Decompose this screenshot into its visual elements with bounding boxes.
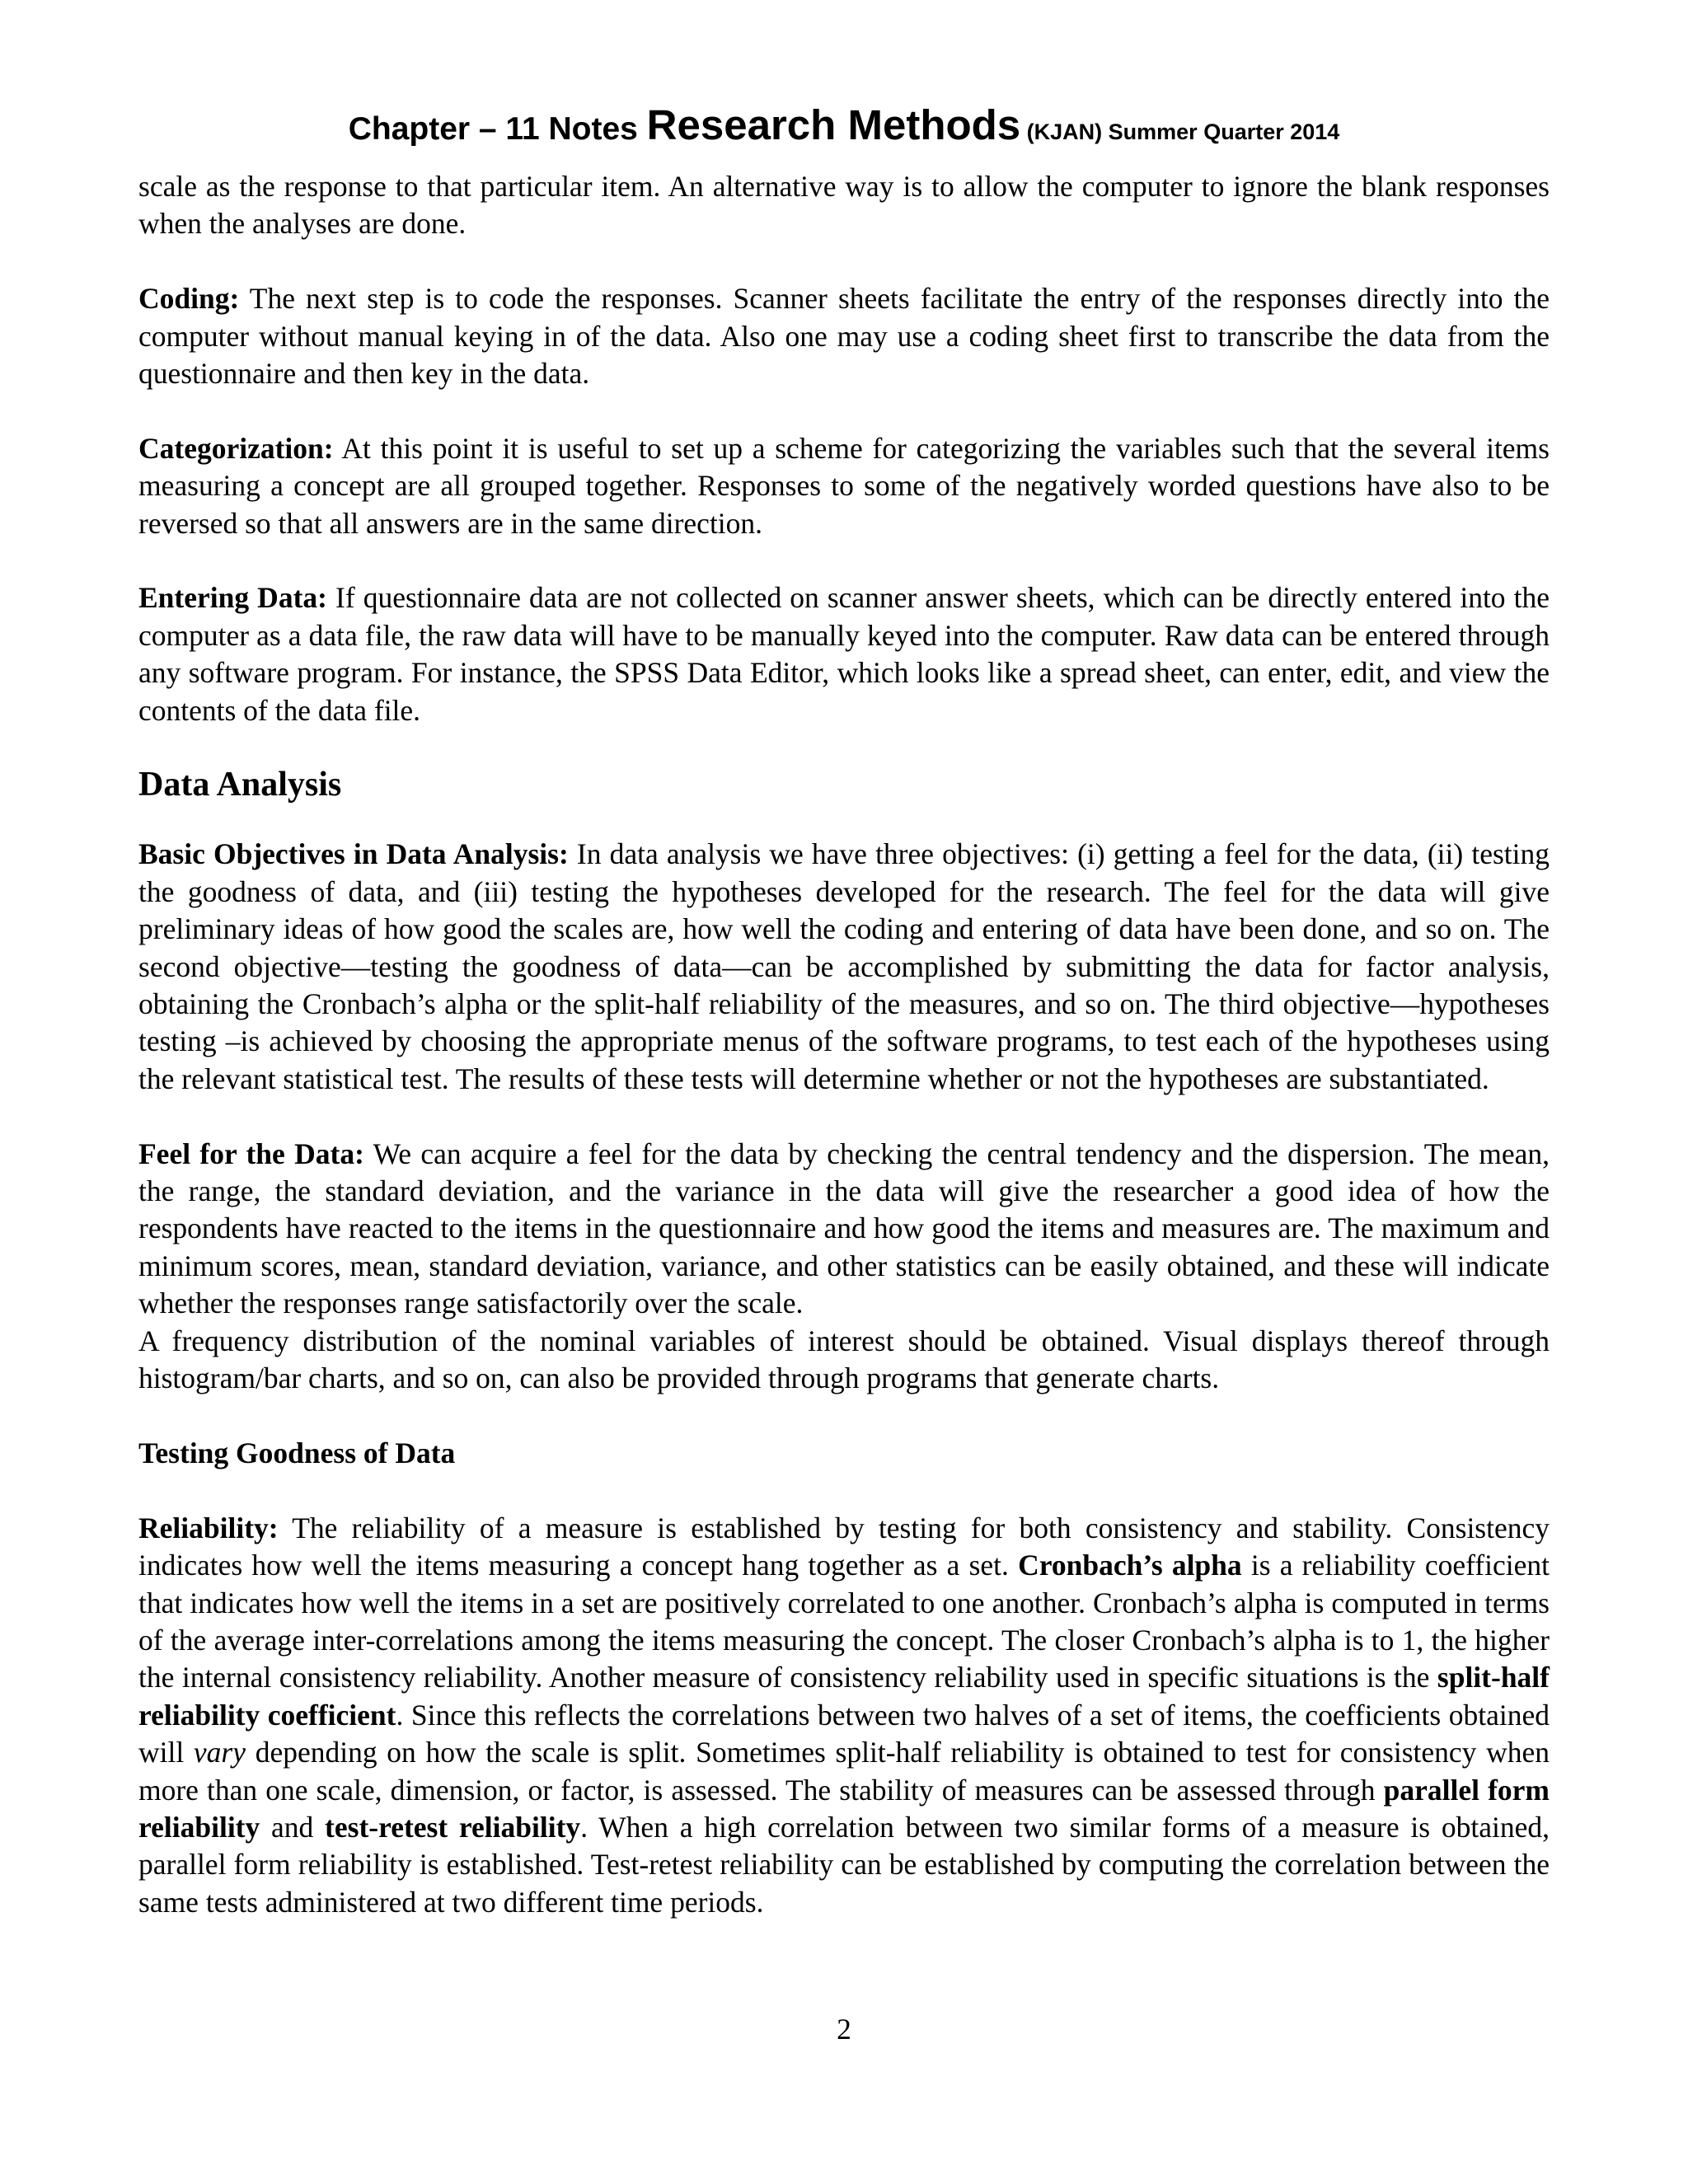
- reliability-text-4: depending on how the scale is split. Sometimes split-half reliability is obtained to test for consistency when more than one scale, dimension, or factor, is assessed. The stability of measures can be assessed through: [138, 1736, 1550, 1807]
- reliability-text-5: and: [260, 1810, 326, 1844]
- reliability-text-6: . When a high correlation between two similar forms of a measure is obtained, parallel form reliability is established. Test-retest reliability can be established by computing the correlation between the same tests administered at two different time periods.: [138, 1810, 1550, 1919]
- basic-objectives-label: Basic Objectives in Data Analysis:: [138, 837, 569, 871]
- vary-emphasis: vary: [193, 1736, 246, 1769]
- cronbachs-alpha-term: Cronbach’s alpha: [1018, 1549, 1242, 1582]
- header-quarter: (KJAN) Summer Quarter 2014: [1020, 120, 1340, 144]
- coding-text: The next step is to code the responses. Scanner sheets facilitate the entry of the responses directly into the computer without manual keying in of the data. Also one may use a coding sheet first to transcribe the data from the questionnaire and then key in the data.: [138, 282, 1550, 391]
- reliability-paragraph: [138, 1510, 1550, 1921]
- basic-objectives-text: In data analysis we have three objectives: (i) getting a feel for the data, (ii) testing the goodness of data, and (iii) testing the hypotheses developed for the research. The feel for the data will give preliminary ideas of how good the scales are, how well the coding and entering of data have been done, and so on. The second objective—testing the goodness of data—can be accomplished by submitting the data for factor analysis, obtaining the Cronbach’s alpha or the split-half reliability of the measures, and so on. The third objective—hypotheses testing –is achieved by choosing the appropriate menus of the software programs, to test each of the hypotheses using the relevant statistical test. The results of these tests will determine whether or not the hypotheses are substantiated.: [138, 837, 1550, 1095]
- reliability-text-1: The reliability of a measure is established by testing for both consistency and stability. Consistency indicates how well the items measuring a concept hang together as a set.: [138, 1511, 1550, 1582]
- coding-label: Coding:: [138, 282, 240, 316]
- frequency-distribution-paragraph: [138, 1323, 1550, 1398]
- intro-paragraph: [138, 168, 1550, 243]
- test-retest-term: test-retest reliability: [325, 1810, 581, 1844]
- reliability-label: Reliability:: [138, 1511, 279, 1544]
- reliability-text-2: is a reliability coefficient that indicates how well the items in a set are positively correlated to one another. Cronbach’s alpha is computed in terms of the average inter-correlations among the items measuring the concept. The closer Cronbach’s alpha is to 1, the higher the internal consistency reliability. Another measure of consistency reliability used in specific situations is the: [138, 1549, 1550, 1694]
- entering-data-text: If questionnaire data are not collected on scanner answer sheets, which can be directly entered into the computer as a data file, the raw data will have to be manually keyed into the computer. Raw data can be entered through any software program. For instance, the SPSS Data Editor, which looks like a spread sheet, can enter, edit, and view the contents of the data file.: [138, 581, 1550, 727]
- page-body: [138, 168, 1550, 1959]
- categorization-text: At this point it is useful to set up a scheme for categorizing the variables such that the several items measuring a concept are all grouped together. Responses to some of the negatively worded questions have also to be reversed so that all answers are in the same direction.: [138, 431, 1550, 540]
- intro-text: scale as the response to that particular item. An alternative way is to allow the computer to ignore the blank responses when the analyses are done.: [138, 170, 1550, 241]
- parallel-form-term: parallel form reliability: [138, 1773, 1550, 1844]
- page-number: 2: [837, 2013, 851, 2046]
- categorization-paragraph: [138, 430, 1550, 542]
- header-course-title: Research Methods: [646, 101, 1021, 148]
- data-analysis-heading: Data Analysis: [138, 766, 342, 804]
- feel-for-data-label: Feel for the Data:: [138, 1137, 364, 1170]
- feel-for-data-text: We can acquire a feel for the data by checking the central tendency and the dispersion. The mean, the range, the standard deviation, and the variance in the data will give the researcher a good idea of how the respondents have reacted to the items in the questionnaire and how good the items and measures are. The maximum and minimum scores, mean, standard deviation, variance, and other statistics can be easily obtained, and these will indicate whether the responses range satisfactorily over the scale.: [138, 1137, 1550, 1320]
- basic-objectives-paragraph: [138, 836, 1550, 1098]
- coding-paragraph: [138, 280, 1550, 392]
- entering-data-label: Entering Data:: [138, 581, 327, 615]
- header-chapter: Chapter – 11 Notes: [348, 111, 647, 147]
- feel-for-data-paragraph: [138, 1136, 1550, 1323]
- entering-data-paragraph: [138, 579, 1550, 729]
- categorization-label: Categorization:: [138, 431, 334, 465]
- split-half-term: split-half reliability coefficient: [138, 1661, 1550, 1732]
- page-header: [0, 101, 1688, 148]
- testing-goodness-heading: Testing Goodness of Data: [138, 1436, 456, 1469]
- frequency-distribution-text: A frequency distribution of the nominal variables of interest should be obtained. Visual displays thereof through histogram/bar charts, and so on, can also be provided through programs that generate charts.: [138, 1324, 1550, 1395]
- reliability-text-3: . Since this reflects the correlations between two halves of a set of items, the coefficients obtained will: [138, 1698, 1550, 1769]
